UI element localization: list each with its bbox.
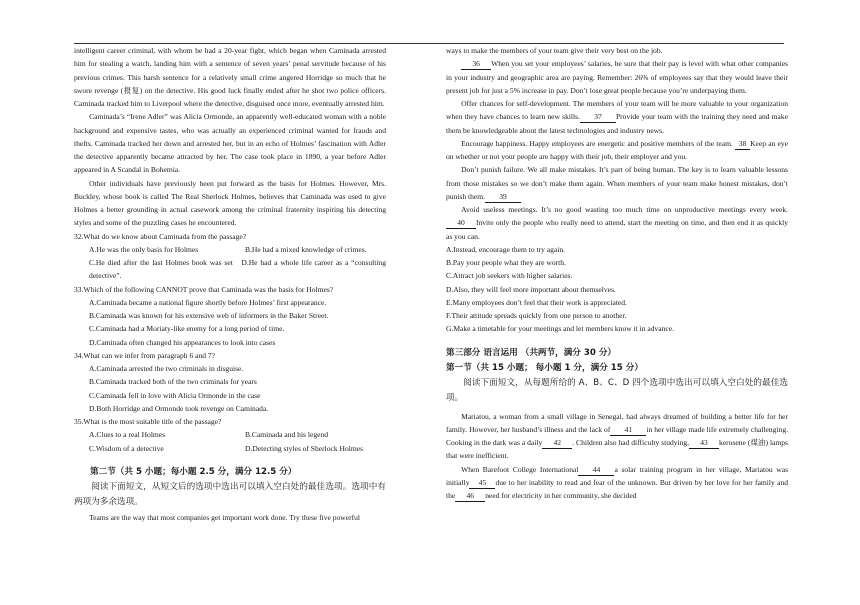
- option-c: C.Caminada fell in love with Alicia Ormonde in the case: [89, 390, 261, 400]
- option-d: D.Both Horridge and Ormonde took revenge on Caminada.: [89, 403, 269, 413]
- passage-paragraph: Encourage happiness. Happy employees are energetic and positive members of the team. 38 Keep an eye on whether or not your people are happy with their job, their employer and you.: [446, 138, 788, 161]
- passage-paragraph: Mariatou, a woman from a small village in Senegal, had always dreamed of building a better life for her family. However, her husband’s illness and the lack of 41 in her village made life extremely challenging. Cooking in the dark was a daily 42 . Children also had difficulty studying, 43 kerosene (煤油) lamps that were inefficient.: [446, 411, 788, 461]
- blank-45[interactable]: 45: [469, 478, 495, 489]
- part-heading: 第三部分 语言运用 （共两节，满分 30 分）: [446, 347, 617, 358]
- passage-paragraph: ways to make the members of your team give their very best on the job.: [446, 46, 663, 55]
- choice-d: D.Also, they will feel more important about themselves.: [446, 284, 616, 294]
- question-33: 33.Which of the following CANNOT prove that Caminada was the basis for Holmes?: [74, 284, 334, 294]
- blank-43[interactable]: 43: [689, 438, 719, 449]
- passage-paragraph: Don’t punish failure. We all make mistakes. It’s part of being human. The key is to learn valuable lessons from those mistakes so we don’t make them again. When members of your team make honest mistakes, don’t punish them. 39: [446, 165, 788, 201]
- blank-40[interactable]: 40: [446, 218, 476, 229]
- section-heading: 第二节（共 5 小题；每小题 2.5 分，满分 12.5 分）: [90, 466, 297, 477]
- choice-a: A.Instead, encourage them to try again.: [446, 244, 566, 254]
- blank-39[interactable]: 39: [485, 192, 521, 203]
- option-b: B.He had a mixed knowledge of crimes.: [245, 244, 367, 254]
- choice-c: C.Attract job seekers with higher salaries.: [446, 271, 573, 281]
- option-b: B.Caminada was known for his extensive web of informers in the Baker Street.: [89, 311, 329, 320]
- option-d: D.He had a whole life career as a “consulting detective”.: [89, 258, 386, 281]
- choice-f: F.Their attitude spreads quickly from one person to another.: [446, 311, 627, 320]
- option-a: A.Caminada arrested the two criminals in disguise.: [89, 364, 244, 373]
- section-instructions: 阅读下面短文，从短文后的选项中选出可以填入空白处的最佳选项。选项中有两项为多余选项。: [74, 481, 386, 508]
- option-d: D.Detecting styles of Sherlock Holmes: [245, 443, 364, 453]
- option-a: A.Clues to a real Holmes: [89, 430, 166, 440]
- option-d: D.Caminada often changed his appearances to look into cases: [89, 337, 276, 347]
- options-row: [74, 256, 386, 283]
- question-34: 34.What can we infer from paragraph 6 and 7?: [74, 350, 216, 360]
- blank-36[interactable]: 36: [461, 59, 491, 70]
- blank-44[interactable]: 44: [578, 465, 614, 476]
- passage-paragraph: Offer chances for self-development. The members of your team will be more valuable to your organization when they have chances to learn new skills. 37 Provide your team with the training they need and make them be knowledgeable about the latest technologies and industry news.: [446, 99, 788, 135]
- question-35: 35.What is the most suitable title of the passage?: [74, 417, 222, 426]
- choice-b: B.Pay your people what they are worth.: [446, 258, 566, 267]
- question-32: 32.What do we know about Caminada from the passage?: [74, 231, 247, 241]
- choice-g: G.Make a timetable for your meetings and let members know it in advance.: [446, 324, 675, 334]
- options-row: [74, 442, 386, 455]
- passage-paragraph: Teams are the way that most companies get important work done. Try these five powerful: [89, 512, 360, 522]
- right-column: [446, 44, 788, 502]
- passage-paragraph: intelligent career criminal, with whom he had a 20-year fight, which began when Caminada arrested him for stealing a watch, landing him with a sentence of seven years’ penal servitude because of his previous crimes. This harsh sentence for a relatively small crime angered Horridge so much that he swore revenge (报复) on the detective. His good luck finally ended after he shot two police officers. Caminada tracked him to Liverpool where the detective, disguised once more, eventually arrested him.: [74, 46, 386, 108]
- passage-paragraph: 36 When you set your employees’ salaries, be sure that their pay is level with what other companies in your industry and geographic area are paying. Remember: 26% of employees say that they would leave their present job for just a 5% increase in pay. Don’t lose great people because you’re underpaying them.: [446, 59, 788, 95]
- option-a: A.Caminada became a national figure shortly before Holmes’ first appearance.: [89, 297, 327, 307]
- blank-42[interactable]: 42: [542, 438, 572, 449]
- option-c: C.Wisdom of a detective: [89, 443, 164, 453]
- option-c: C.Caminada had a Moriaty-like enemy for a long period of time.: [89, 324, 285, 334]
- blank-46[interactable]: 46: [455, 491, 485, 502]
- option-b: B.Caminada tracked both of the two criminals for years: [89, 377, 257, 387]
- blank-37[interactable]: 37: [580, 112, 616, 123]
- passage-paragraph: Avoid useless meetings. It’s no good wasting too much time on unproductive meetings every week.40 Invite only the people who really need to attend, start the meeting on time, and then end it as quickly as you can.: [446, 205, 788, 241]
- passage-paragraph: When Barefoot College International 44 a solar training program in her village, Mariatou was initially 45 due to her inability to read and fear of the unknown. But driven by her love for her family and the 46 need for electricity in her community, she decided: [446, 464, 789, 500]
- left-column: [74, 44, 386, 524]
- options-row: [74, 428, 386, 441]
- blank-41[interactable]: 41: [610, 425, 646, 436]
- choice-e: E.Many employees don’t feel that their work is appreciated.: [446, 297, 627, 307]
- options-row: [74, 243, 386, 256]
- option-a: A.He was the only basis for Holmes: [89, 244, 199, 254]
- section-instructions: 阅读下面短文，从每题所给的 A、B、C、D 四个选项中选出可以填入空白处的最佳选项。: [446, 377, 788, 403]
- passage-paragraph: Caminada’s “Irene Adler” was Alicia Ormonde, an apparently well-educated woman with a noble background and expensive tastes, who was actually an experienced criminal wanted for frauds and thefts. Caminada tracked her down and arrested her, but in an echo of Holmes’ fascination with Adler the detective apparently became attracted by her. The case took place in 1890, a year before Adler appeared in A Scandal in Bohemia.: [74, 112, 386, 175]
- blank-38[interactable]: 38: [735, 139, 750, 150]
- passage-paragraph: Other individuals have previously been put forward as the basis for Holmes. However, Mrs. Buckley, whose book is called The Real Sherlock Holmes, believes that Caminada was used to give Holmes a better grounding in actual casework among the criminal fraternity inspiring his detecting styles and some of the puzzling cases he encountered.: [74, 178, 386, 228]
- option-c: C.He died after the last Holmes book was set: [89, 258, 233, 267]
- section-heading: 第一节（共 15 小题； 每小题 1 分，满分 15 分）: [446, 362, 643, 373]
- option-b: B.Caminada and his legend: [245, 430, 328, 440]
